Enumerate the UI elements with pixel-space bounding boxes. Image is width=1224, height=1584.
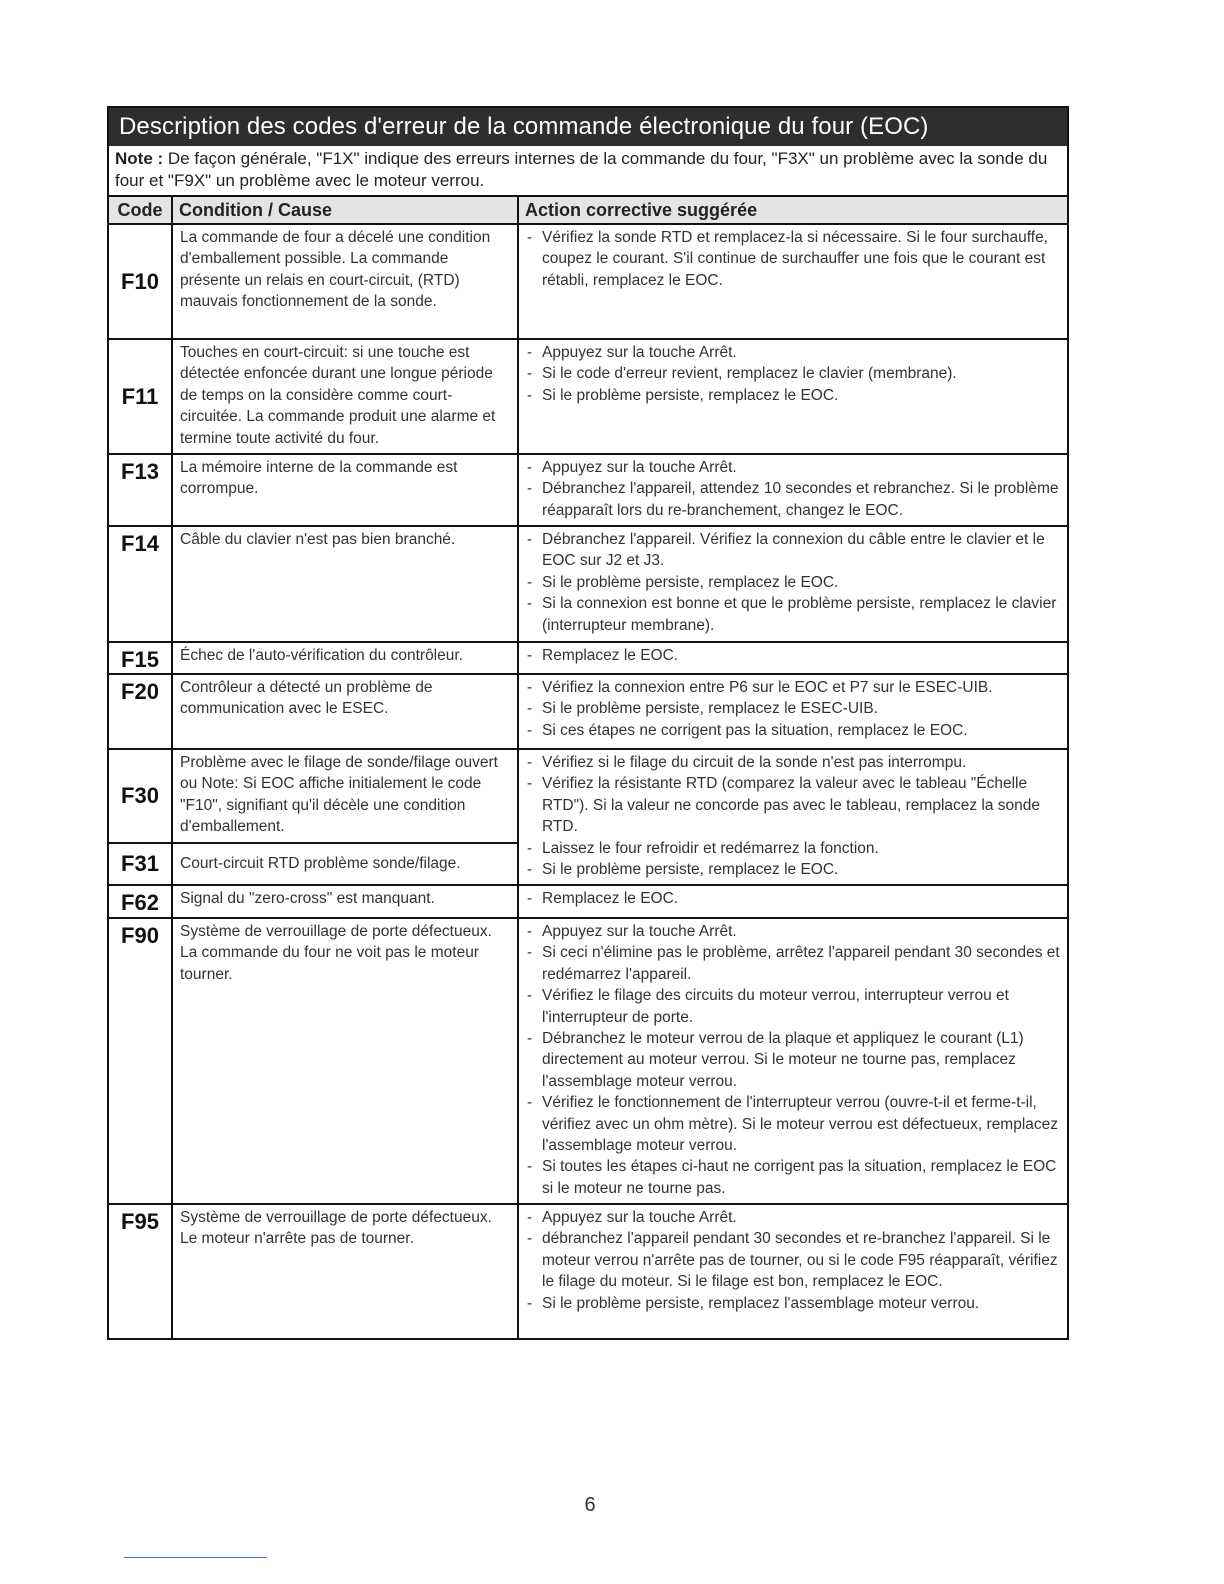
action-item: - Débranchez l'appareil. Vérifiez la connexion du câble entre le clavier et le EOC sur J2 et J3. bbox=[525, 529, 1061, 572]
table-row bbox=[109, 918, 1067, 1204]
action-item: - Si le problème persiste, remplacez le ESEC-UIB. bbox=[525, 698, 1061, 719]
note-text: De façon générale, "F1X" indique des erreurs internes de la commande du four, "F3X" un problème avec la sonde du four et "F9X" un problème avec le moteur verrou. bbox=[115, 149, 1048, 190]
error-code: F30 bbox=[109, 749, 172, 843]
header-condition: Condition / Cause bbox=[172, 197, 518, 224]
action-item: - Si le problème persiste, remplacez le EOC. bbox=[525, 385, 1061, 406]
error-code-table bbox=[109, 197, 1067, 1338]
footer-divider bbox=[124, 1557, 267, 1558]
page-number: 6 bbox=[584, 1494, 596, 1516]
action-cell bbox=[518, 642, 1067, 674]
table-row bbox=[109, 526, 1067, 642]
action-item: - Si la connexion est bonne et que le problème persiste, remplacez le clavier (interrupteur membrane). bbox=[525, 593, 1061, 636]
action-item: - Vérifiez la sonde RTD et remplacez-la si nécessaire. Si le four surchauffe, coupez le courant. S'il continue de surchauffer une fois que le courant est rétabli, remplacez le EOC. bbox=[525, 227, 1061, 291]
error-code: F11 bbox=[109, 339, 172, 454]
error-code: F14 bbox=[109, 526, 172, 642]
action-item: - Vérifiez si le filage du circuit de la sonde n'est pas interrompu. bbox=[525, 752, 1061, 773]
action-cell bbox=[518, 749, 1067, 885]
table-row bbox=[109, 674, 1067, 749]
action-item: - Vérifiez le fonctionnement de l'interrupteur verrou (ouvre-t-il et ferme-t-il, vérifiez avec un ohm mètre). Si le moteur verrou est défectueux, remplacez l'assemblage moteur verrou. bbox=[525, 1092, 1061, 1156]
table-row bbox=[109, 224, 1067, 339]
table-header-row bbox=[109, 197, 1067, 224]
action-item: - Si le code d'erreur revient, remplacez le clavier (membrane). bbox=[525, 363, 1061, 384]
condition-cell: La mémoire interne de la commande est corrompue. bbox=[172, 454, 518, 526]
error-code-table-sheet bbox=[107, 106, 1069, 1340]
error-code: F31 bbox=[109, 843, 172, 885]
table-row bbox=[109, 642, 1067, 674]
action-item: - Si le problème persiste, remplacez le EOC. bbox=[525, 859, 1061, 880]
header-code: Code bbox=[109, 197, 172, 224]
action-item: - Remplacez le EOC. bbox=[525, 888, 1061, 909]
header-action: Action corrective suggérée bbox=[518, 197, 1067, 224]
table-row bbox=[109, 885, 1067, 918]
condition-cell: Système de verrouillage de porte défectueux. La commande du four ne voit pas le moteur tourner. bbox=[172, 918, 518, 1204]
action-cell bbox=[518, 918, 1067, 1204]
action-item: - Si le problème persiste, remplacez le EOC. bbox=[525, 572, 1061, 593]
condition-cell: Signal du "zero-cross" est manquant. bbox=[172, 885, 518, 918]
action-item: - Si ceci n'élimine pas le problème, arrêtez l'appareil pendant 30 secondes et redémarrez l'appareil. bbox=[525, 942, 1061, 985]
action-item: - Vérifiez la connexion entre P6 sur le EOC et P7 sur le ESEC-UIB. bbox=[525, 677, 1061, 698]
action-cell bbox=[518, 224, 1067, 339]
table-row bbox=[109, 339, 1067, 454]
note-label: Note : bbox=[115, 149, 164, 168]
condition-cell: Court-circuit RTD problème sonde/filage. bbox=[172, 843, 518, 885]
general-note bbox=[109, 146, 1067, 197]
action-item: - Débranchez le moteur verrou de la plaque et appliquez le courant (L1) directement au moteur verrou. Si le moteur ne tourne pas, remplacez l'assemblage moteur verrou. bbox=[525, 1028, 1061, 1092]
action-cell bbox=[518, 526, 1067, 642]
action-item: - Si ces étapes ne corrigent pas la situation, remplacez le EOC. bbox=[525, 720, 1061, 741]
action-item: - Débranchez l'appareil, attendez 10 secondes et rebranchez. Si le problème réapparaît lors du re-branchement, changez le EOC. bbox=[525, 478, 1061, 521]
error-code: F62 bbox=[109, 885, 172, 918]
action-cell bbox=[518, 454, 1067, 526]
error-code: F20 bbox=[109, 674, 172, 749]
error-code: F13 bbox=[109, 454, 172, 526]
error-code: F15 bbox=[109, 642, 172, 674]
action-item: - Si le problème persiste, remplacez l'assemblage moteur verrou. bbox=[525, 1293, 1061, 1314]
error-code: F10 bbox=[109, 224, 172, 339]
action-item: - Laissez le four refroidir et redémarrez la fonction. bbox=[525, 838, 1061, 859]
action-item: - Appuyez sur la touche Arrêt. bbox=[525, 921, 1061, 942]
action-item: - Appuyez sur la touche Arrêt. bbox=[525, 342, 1061, 363]
action-item: - Si toutes les étapes ci-haut ne corrigent pas la situation, remplacez le EOC si le moteur ne tourne pas. bbox=[525, 1156, 1061, 1199]
error-code: F95 bbox=[109, 1204, 172, 1338]
action-item: - Appuyez sur la touche Arrêt. bbox=[525, 457, 1061, 478]
table-row bbox=[109, 749, 1067, 843]
condition-cell: Problème avec le filage de sonde/filage ouvert ou Note: Si EOC affiche initialement le code "F10", signifiant qu'il décèle une condition d'emballement. bbox=[172, 749, 518, 843]
action-item: - Vérifiez la résistante RTD (comparez la valeur avec le tableau "Échelle RTD"). Si la valeur ne concorde pas avec le tableau, remplacez la sonde RTD. bbox=[525, 773, 1061, 837]
action-cell bbox=[518, 339, 1067, 454]
action-cell bbox=[518, 1204, 1067, 1338]
action-item: - Appuyez sur la touche Arrêt. bbox=[525, 1207, 1061, 1228]
condition-cell: Câble du clavier n'est pas bien branché. bbox=[172, 526, 518, 642]
condition-cell: Contrôleur a détecté un problème de communication avec le ESEC. bbox=[172, 674, 518, 749]
condition-cell: Touches en court-circuit: si une touche est détectée enfoncée durant une longue période de temps on la considère comme court-circuitée. La commande produit une alarme et termine toute activité du four. bbox=[172, 339, 518, 454]
condition-cell: La commande de four a décelé une condition d'emballement possible. La commande présente un relais en court-circuit, (RTD) mauvais fonctionnement de la sonde. bbox=[172, 224, 518, 339]
condition-cell: Système de verrouillage de porte défectueux. Le moteur n'arrête pas de tourner. bbox=[172, 1204, 518, 1338]
action-item: - débranchez l'appareil pendant 30 secondes et re-branchez l'appareil. Si le moteur verrou n'arrête pas de tourner, ou si le code F95 réapparaît, vérifiez le filage du moteur. Si le filage est bon, remplacez le EOC. bbox=[525, 1228, 1061, 1292]
error-code: F90 bbox=[109, 918, 172, 1204]
action-item: - Remplacez le EOC. bbox=[525, 645, 1061, 666]
table-row bbox=[109, 1204, 1067, 1338]
condition-cell: Échec de l'auto-vérification du contrôleur. bbox=[172, 642, 518, 674]
action-cell bbox=[518, 885, 1067, 918]
action-item: - Vérifiez le filage des circuits du moteur verrou, interrupteur verrou et l'interrupteur de porte. bbox=[525, 985, 1061, 1028]
table-row bbox=[109, 454, 1067, 526]
page-title: Description des codes d'erreur de la commande électronique du four (EOC) bbox=[109, 108, 1067, 146]
action-cell bbox=[518, 674, 1067, 749]
